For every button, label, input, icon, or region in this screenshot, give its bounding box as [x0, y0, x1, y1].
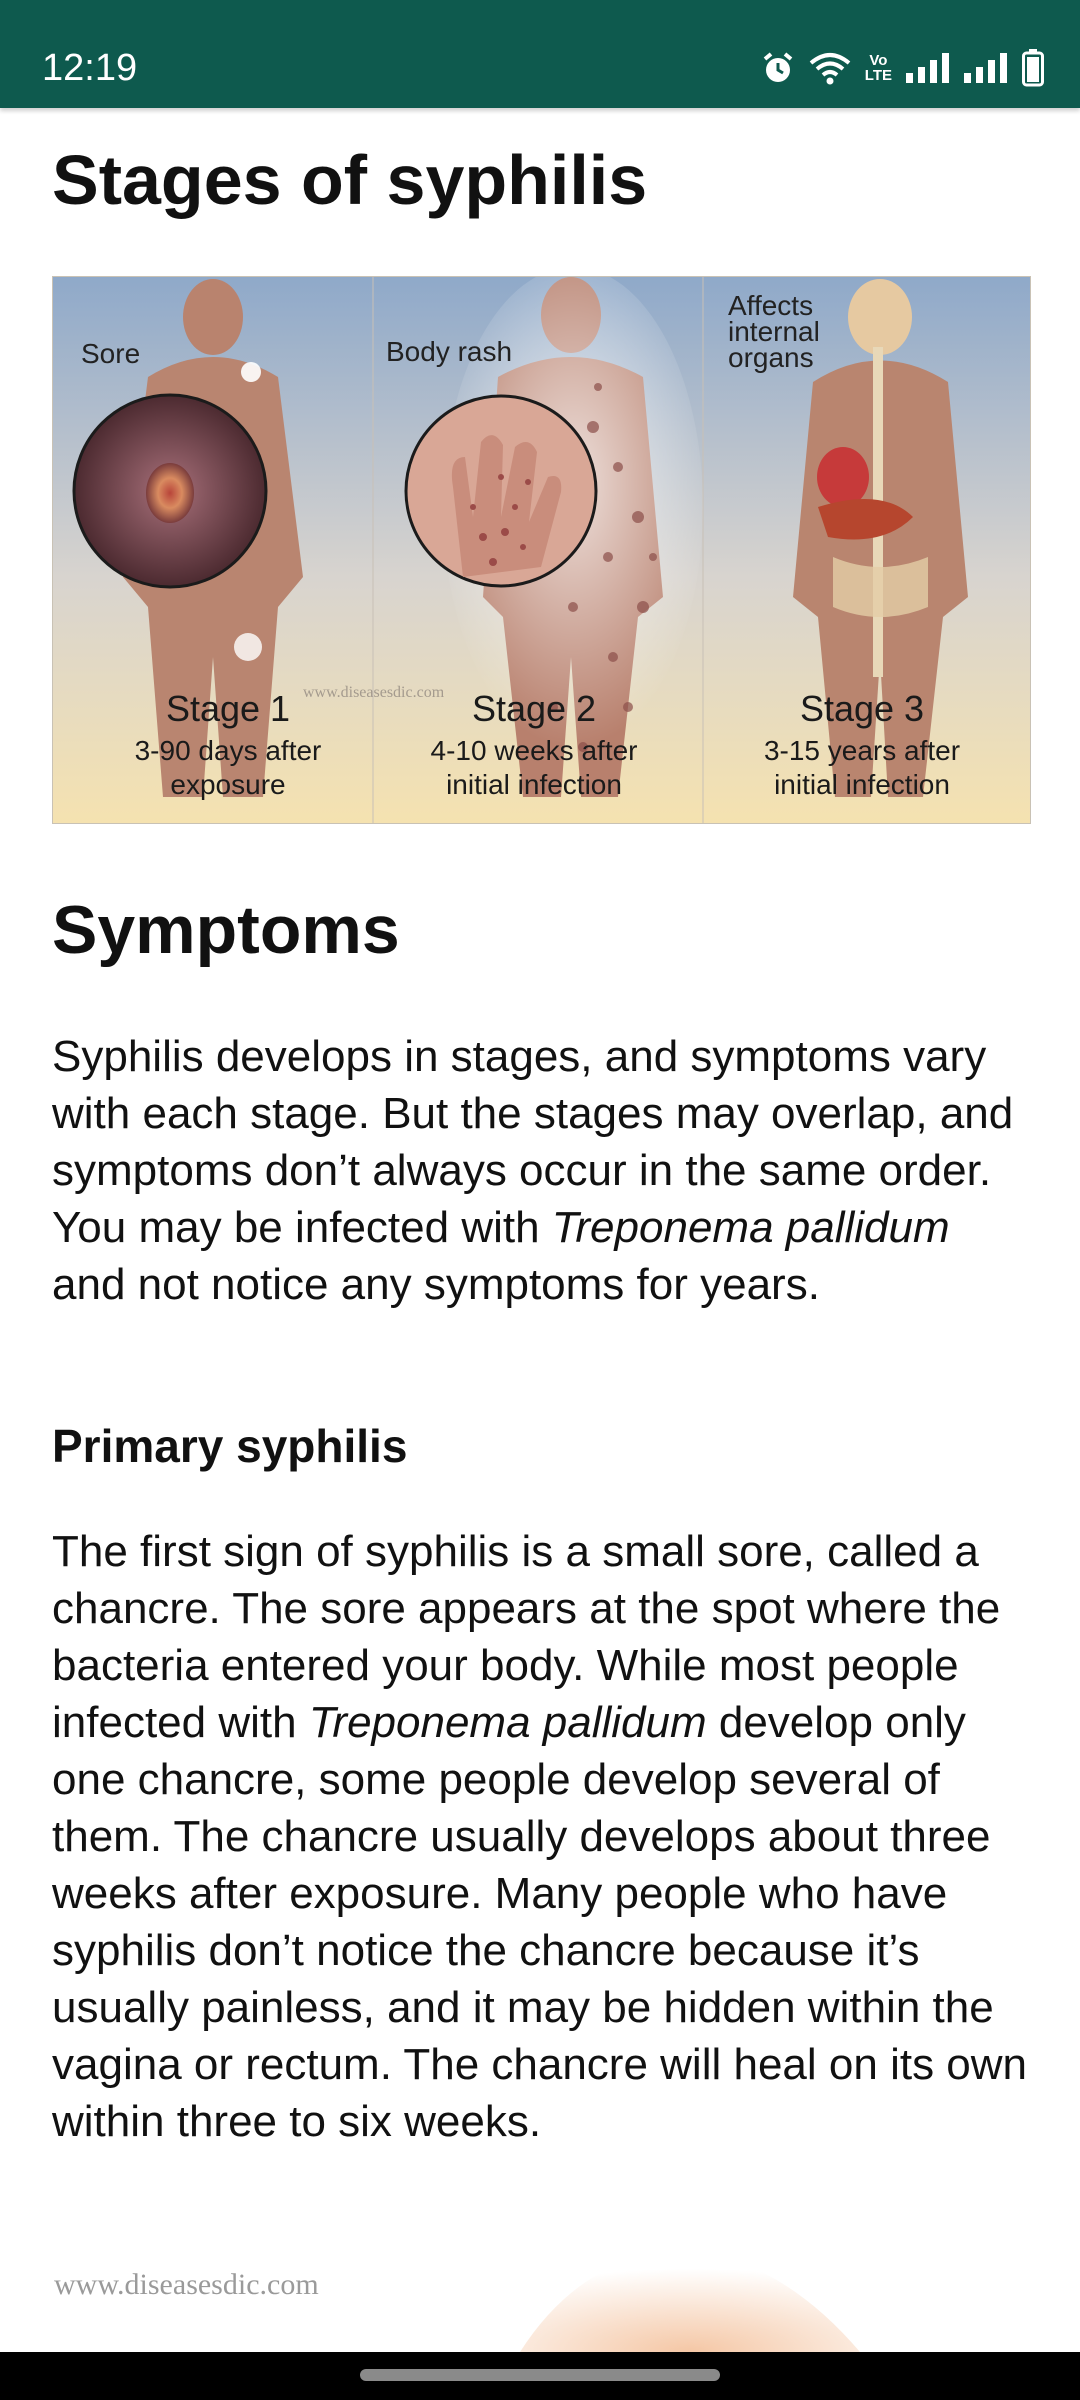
stage-3-label: Stage 3: [799, 688, 925, 729]
navigation-bar: [0, 2352, 1080, 2400]
volte-icon: [865, 53, 892, 83]
symptoms-paragraph: [52, 1028, 1032, 1313]
battery-icon: [1022, 49, 1044, 87]
figure-watermark: www.diseasesdic.com: [303, 684, 445, 701]
status-icons: [761, 44, 1044, 92]
clock: 12:19: [42, 47, 138, 89]
stage-1-label: Stage 1: [165, 688, 291, 729]
signal-icon: [964, 53, 1008, 83]
wifi-icon: [809, 51, 851, 85]
footer-watermark: www.diseasesdic.com: [54, 2268, 319, 2301]
primary-species-name: Treponema pallidum: [308, 1698, 707, 1747]
signal-icon: [906, 53, 950, 83]
stage-2-detail-line2: initial infection: [446, 769, 622, 800]
primary-text-1: The first sign of syphilis is a small sore, called a chancre. The sore appears at the spot where the bacteria entered your body. While most people infected with: [52, 1527, 1001, 1747]
page-title: Stages of syphilis: [52, 141, 648, 219]
symptoms-text-1: Syphilis develops in stages, and symptoms vary with each stage. But the stages may overlap, and symptoms don’t always occur in the same order. You may be infected with: [52, 1032, 1014, 1252]
alarm-icon: [761, 51, 795, 85]
symptoms-text-2: and not notice any symptoms for years.: [52, 1260, 820, 1309]
home-gesture-handle[interactable]: [360, 2369, 720, 2381]
primary-text-2: develop only one chancre, some people develop several of them. The chancre usually develops about three weeks after exposure. Many people who have syphilis don’t notice the chancre because it’s usually painless, and it may be hidden within the vagina or rectum. The chancre will heal on its own within three to six weeks.: [52, 1698, 1028, 2146]
volte-label-top: Vo: [869, 52, 888, 69]
stage-3-callout-line3: organs: [728, 342, 814, 373]
stage-2-label: Stage 2: [471, 688, 597, 729]
symptoms-heading: Symptoms: [52, 892, 400, 968]
stage-2-detail-line1: 4-10 weeks after: [430, 735, 638, 766]
stage-3-detail-line1: 3-15 years after: [763, 735, 961, 766]
volte-label-bottom: LTE: [864, 67, 892, 84]
stage-2-callout: Body rash: [386, 336, 513, 367]
primary-syphilis-heading: Primary syphilis: [52, 1420, 408, 1472]
stage-1-detail-line1: 3-90 days after: [134, 735, 322, 766]
stage-1-callout: Sore: [81, 338, 141, 369]
stage-1-detail-line2: exposure: [170, 769, 286, 800]
stages-illustration: [52, 276, 1031, 824]
status-bar: [0, 0, 1080, 108]
primary-syphilis-paragraph: [52, 1523, 1032, 2150]
symptoms-species-name: Treponema pallidum: [551, 1203, 950, 1252]
stage-3-detail-line2: initial infection: [774, 769, 950, 800]
stage-3-callout-line2: internal: [728, 316, 820, 347]
stage-3-callout-line1: Affects: [728, 290, 814, 321]
